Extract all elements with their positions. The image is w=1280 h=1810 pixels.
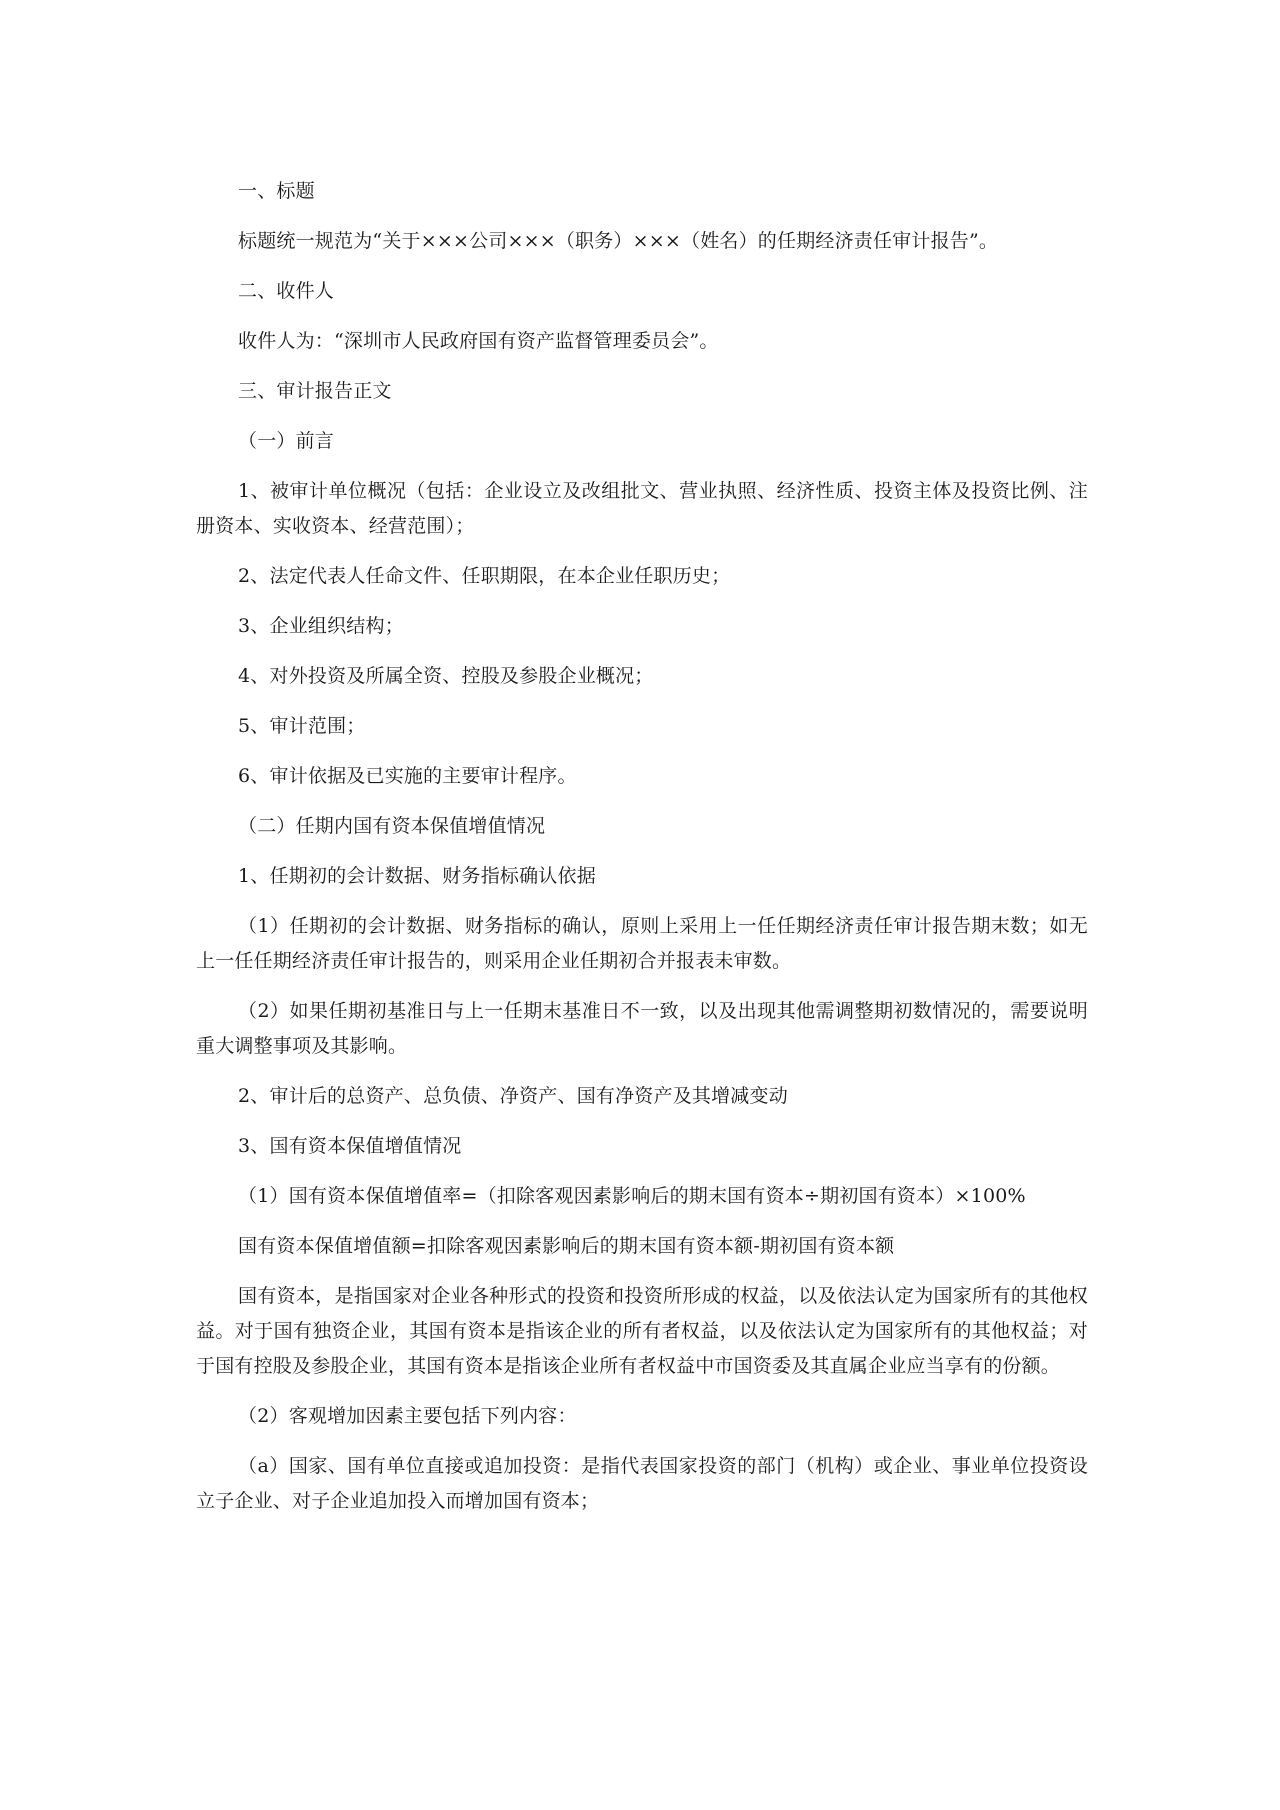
paragraph-state-capital-definition: 国有资本，是指国家对企业各种形式的投资和投资所形成的权益，以及依法认定为国家所有的其他权益。对于国有独资企业，其国有资本是指该企业的所有者权益，以及依法认定为国家所有的其他权益；对于国有控股及参股企业，其国有资本是指该企业所有者权益中市国资委及其直属企业应当享有的份额。 [196,1285,1088,1377]
paragraph-objective-increase-factors: （2）客观增加因素主要包括下列内容： [238,1405,577,1427]
section-heading-body: 三、审计报告正文 [238,380,392,402]
subheading-capital-preservation: （二）任期内国有资本保值增值情况 [238,815,546,837]
list-item-audited-assets: 2、审计后的总资产、总负债、净资产、国有净资产及其增减变动 [238,1085,788,1107]
formula-preservation-amount: 国有资本保值增值额=扣除客观因素影响后的期末国有资本额-期初国有资本额 [238,1235,895,1257]
formula-preservation-rate: （1）国有资本保值增值率=（扣除客观因素影响后的期末国有资本÷期初国有资本）×100% [238,1185,1026,1207]
section-heading-recipient: 二、收件人 [238,280,335,302]
document-body [196,174,1088,1534]
subheading-preface: （一）前言 [238,430,335,452]
list-item-4: 4、对外投资及所属全资、控股及参股企业概况； [238,665,654,687]
list-item-5: 5、审计范围； [238,715,366,737]
paragraph-title-rule: 标题统一规范为“关于×××公司×××（职务）×××（姓名）的任期经济责任审计报告”。 [238,230,999,252]
list-item-1: 1、被审计单位概况（包括：企业设立及改组批文、营业执照、经济性质、投资主体及投资比例、注册资本、实收资本、经营范围）； [196,480,1088,537]
section-heading-title: 一、标题 [238,180,315,202]
paragraph-investment-factor: （a）国家、国有单位直接或追加投资：是指代表国家投资的部门（机构）或企业、事业单位投资设立子企业、对子企业追加投入而增加国有资本； [196,1455,1088,1512]
list-item-2: 2、法定代表人任命文件、任职期限，在本企业任职历史； [238,565,731,587]
paragraph-initial-data-confirmation: （1）任期初的会计数据、财务指标的确认，原则上采用上一任任期经济责任审计报告期末数；如无上一任任期经济责任审计报告的，则采用企业任期初合并报表未审数。 [196,915,1088,972]
list-item-6: 6、审计依据及已实施的主要审计程序。 [238,765,577,787]
list-item-3: 3、企业组织结构； [238,615,404,637]
list-item-initial-data: 1、任期初的会计数据、财务指标确认依据 [238,865,596,887]
list-item-capital-preservation: 3、国有资本保值增值情况 [238,1135,462,1157]
paragraph-recipient: 收件人为：“深圳市人民政府国有资产监督管理委员会”。 [238,330,719,352]
paragraph-baseline-adjustment: （2）如果任期初基准日与上一任期末基准日不一致，以及出现其他需调整期初数情况的，需要说明重大调整事项及其影响。 [196,1000,1088,1057]
